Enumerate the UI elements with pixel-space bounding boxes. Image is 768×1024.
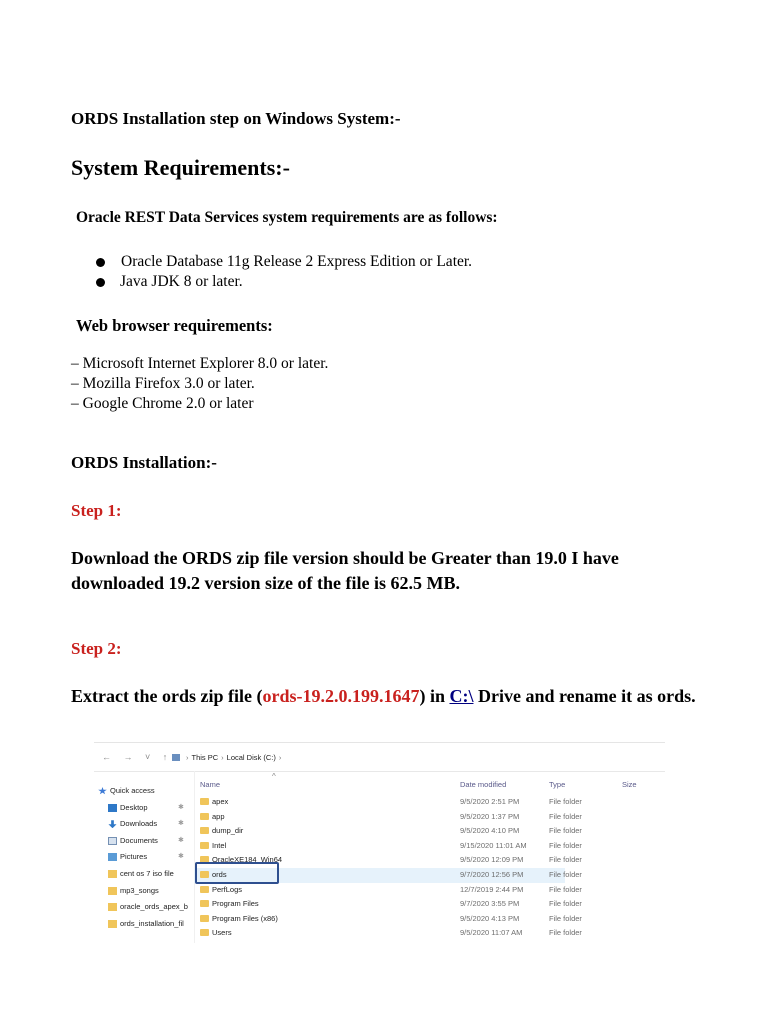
folder-icon xyxy=(200,813,209,820)
rest-requirements-heading: Oracle REST Data Services system requirements are as follows: xyxy=(76,209,498,226)
pin-icon[interactable]: ✱ xyxy=(178,853,184,861)
sort-up-icon: ^ xyxy=(272,772,276,781)
navigation-pane xyxy=(94,783,192,932)
table-row[interactable]: apex 9/5/2020 2:51 PM File folder xyxy=(194,795,665,810)
step-1-label: Step 1: xyxy=(71,501,122,520)
address-bar xyxy=(94,743,665,772)
table-row-selected[interactable]: ords 9/7/2020 12:56 PM File folder xyxy=(194,868,565,883)
list-item: – Google Chrome 2.0 or later xyxy=(71,395,254,412)
folder-icon xyxy=(108,870,117,878)
table-row[interactable]: dump_dir 9/5/2020 4:10 PM File folder xyxy=(194,824,665,839)
step-2-text: Extract the ords zip file (ords-19.2.0.199.1647) in C:\ Drive and rename it as ords. xyxy=(71,686,696,706)
sidebar-item-downloads[interactable]: Downloads ✱ xyxy=(94,816,192,833)
list-item: – Mozilla Firefox 3.0 or later. xyxy=(71,375,255,392)
column-type[interactable]: Type xyxy=(549,780,566,789)
folder-icon xyxy=(108,887,117,895)
step-1-text: Download the ORDS zip file version should be Greater than 19.0 I have downloaded 19.2 version size of the file is 62.5 MB. xyxy=(71,548,619,593)
folder-icon xyxy=(200,929,209,936)
file-explorer-screenshot xyxy=(94,742,665,943)
table-row[interactable]: Intel 9/15/2020 11:01 AM File folder xyxy=(194,839,665,854)
bullet-icon xyxy=(96,278,105,287)
column-size[interactable]: Size xyxy=(622,780,637,789)
pin-icon[interactable]: ✱ xyxy=(178,803,184,811)
folder-icon xyxy=(200,842,209,849)
breadcrumb xyxy=(172,753,284,762)
sidebar-item-quick-access[interactable]: Quick access xyxy=(94,783,192,800)
chevron-right-icon: › xyxy=(186,753,189,762)
table-row[interactable]: PerfLogs 12/7/2019 2:44 PM File folder xyxy=(194,883,665,898)
folder-icon xyxy=(200,886,209,893)
sidebar-item-folder[interactable]: mp3_songs xyxy=(94,883,192,900)
column-name[interactable]: Name xyxy=(200,780,221,789)
list-item: – Microsoft Internet Explorer 8.0 or later. xyxy=(71,355,329,372)
folder-icon xyxy=(200,900,209,907)
ords-filename: ords-19.2.0.199.1647 xyxy=(262,686,420,706)
ords-folder-highlight xyxy=(195,862,279,884)
folder-icon xyxy=(108,920,117,928)
browser-list xyxy=(71,354,328,414)
list-item: Java JDK 8 or later. xyxy=(96,272,696,292)
column-date-modified[interactable]: Date modified xyxy=(460,780,507,789)
system-requirements-heading: System Requirements:- xyxy=(71,155,290,180)
sidebar-item-folder[interactable]: oracle_ords_apex_b xyxy=(94,899,192,916)
list-item: Oracle Database 11g Release 2 Express Edition or Later. xyxy=(96,252,696,272)
folder-icon xyxy=(108,903,117,911)
sidebar-item-folder[interactable]: ords_installation_fil xyxy=(94,916,192,933)
breadcrumb-local-disk[interactable]: Local Disk (C:) xyxy=(226,753,276,762)
browser-requirements-heading: Web browser requirements: xyxy=(76,316,273,335)
ords-installation-heading: ORDS Installation:- xyxy=(71,453,217,472)
document-icon xyxy=(108,837,117,845)
sidebar-item-desktop[interactable]: Desktop ✱ xyxy=(94,800,192,817)
folder-icon xyxy=(200,827,209,834)
pin-icon[interactable]: ✱ xyxy=(178,836,184,844)
sidebar-item-folder[interactable]: cent os 7 iso file xyxy=(94,866,192,883)
navigation-buttons[interactable]: ← → ˅ ↑ xyxy=(102,752,173,762)
table-row[interactable]: Program Files 9/7/2020 3:55 PM File folder xyxy=(194,897,665,912)
step-2-label: Step 2: xyxy=(71,639,122,658)
sidebar-item-pictures[interactable]: Pictures ✱ xyxy=(94,849,192,866)
bullet-icon xyxy=(96,258,105,267)
breadcrumb-this-pc[interactable]: This PC xyxy=(191,753,219,762)
table-row[interactable]: Program Files (x86) 9/5/2020 4:13 PM File folder xyxy=(194,912,665,927)
column-headers xyxy=(194,772,665,795)
picture-icon xyxy=(108,853,117,861)
sidebar-item-documents[interactable]: Documents ✱ xyxy=(94,833,192,850)
table-row[interactable]: OracleXE184_Win64 9/5/2020 12:09 PM File folder xyxy=(194,853,665,868)
folder-icon xyxy=(200,915,209,922)
table-row[interactable]: app 9/5/2020 1:37 PM File folder xyxy=(194,810,665,825)
table-row[interactable]: Users 9/5/2020 11:07 AM File folder xyxy=(194,926,665,941)
download-icon xyxy=(108,820,117,828)
requirements-list xyxy=(96,252,696,292)
chevron-right-icon: › xyxy=(221,753,224,762)
folder-icon xyxy=(200,798,209,805)
star-icon xyxy=(98,787,107,795)
drive-icon xyxy=(172,754,180,761)
desktop-icon xyxy=(108,804,117,812)
chevron-right-icon: › xyxy=(278,753,282,762)
drive-link[interactable]: C:\ xyxy=(449,686,474,706)
document-title: ORDS Installation step on Windows System:- xyxy=(71,109,401,128)
pin-icon[interactable]: ✱ xyxy=(178,820,184,828)
